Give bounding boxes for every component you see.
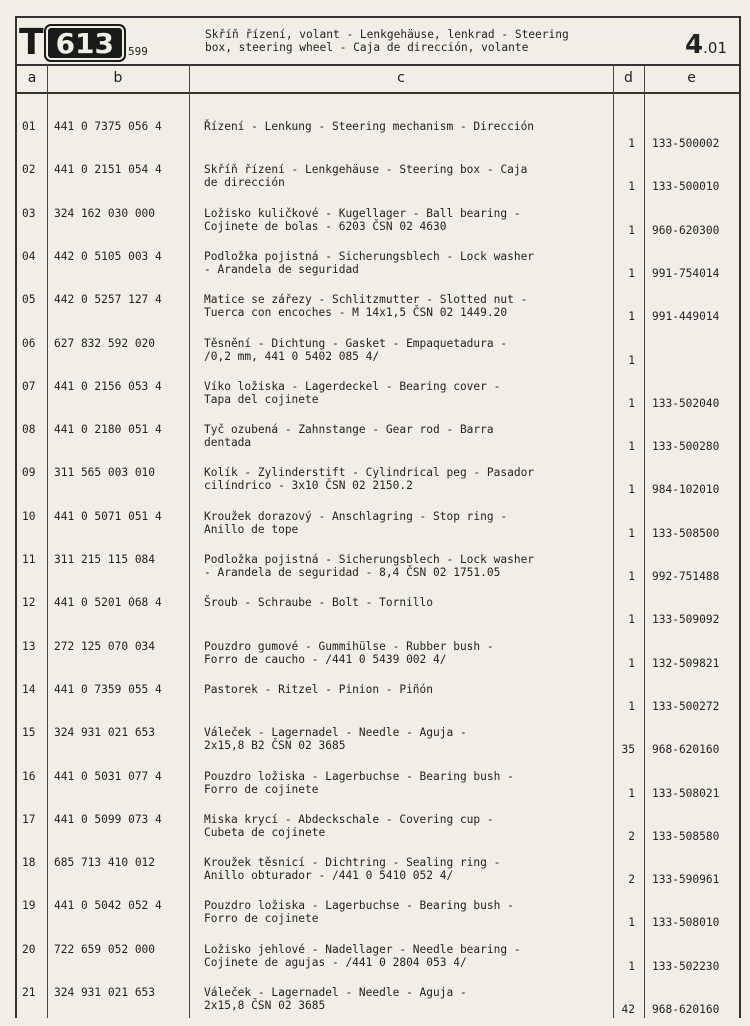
part-number: 441 0 5099 073 4 <box>54 813 162 826</box>
table-row <box>0 293 750 333</box>
quantity: 1 <box>628 440 635 453</box>
description-line-1: Váleček - Lagernadel - Needle - Aguja - <box>204 986 467 999</box>
catalog-code: 968-620160 <box>652 743 720 756</box>
part-description <box>204 596 433 609</box>
table-row <box>0 510 750 550</box>
catalog-code: 133-590961 <box>652 873 720 886</box>
part-number: 441 0 5042 052 4 <box>54 899 162 912</box>
catalog-code: 133-508580 <box>652 830 720 843</box>
description-line-1: Těsnění - Dichtung - Gasket - Empaquetadura - <box>204 337 508 350</box>
part-number: 441 0 5201 068 4 <box>54 596 162 609</box>
description-line-2: Forro de cojinete <box>204 783 319 796</box>
catalog-code: 133-502230 <box>652 960 720 973</box>
part-number: 311 215 115 084 <box>54 553 156 566</box>
page-number-minor: .01 <box>703 39 727 57</box>
part-number: 441 0 7375 056 4 <box>54 120 162 133</box>
description-line-2: Anillo de tope <box>204 523 299 536</box>
table-row <box>0 337 750 377</box>
table-row <box>0 207 750 247</box>
position-number: 02 <box>22 163 36 176</box>
description-line-2: Tapa del cojinete <box>204 393 319 406</box>
part-number: 442 0 5105 003 4 <box>54 250 162 263</box>
position-number: 14 <box>22 683 36 696</box>
description-line-1: Kroužek těsnicí - Dichtring - Sealing ring - <box>204 856 501 869</box>
part-description <box>204 293 527 319</box>
position-number: 15 <box>22 726 36 739</box>
description-line-2: Tuerca con encoches - M 14x1,5 ČSN 02 1449.20 <box>204 306 508 319</box>
quantity: 1 <box>628 310 635 323</box>
column-header-d: d <box>624 70 633 86</box>
description-line-1: Váleček - Lagernadel - Needle - Aguja - <box>204 726 467 739</box>
part-description <box>204 510 507 536</box>
description-line-1: Kolík - Zylinderstift - Cylindrical peg - Pasador <box>204 466 535 479</box>
catalog-code: 133-509092 <box>652 613 720 626</box>
title-line-1: Skříň řízení, volant - Lenkgehäuse, lenkrad - Steering <box>205 28 569 41</box>
description-line-2: cilíndrico - 3x10 ČSN 02 2150.2 <box>204 479 413 492</box>
table-row <box>0 813 750 853</box>
part-number: 441 0 5071 051 4 <box>54 510 162 523</box>
position-number: 09 <box>22 466 36 479</box>
description-line-2: Forro de cojinete <box>204 912 319 925</box>
position-number: 12 <box>22 596 36 609</box>
position-number: 10 <box>22 510 36 523</box>
position-number: 16 <box>22 770 36 783</box>
page-header <box>17 18 739 64</box>
description-line-1: Miska krycí - Abdeckschale - Covering cup - <box>204 813 494 826</box>
logo-model: 613 <box>48 28 122 58</box>
table-row <box>0 683 750 723</box>
page-number-major: 4 <box>685 30 704 60</box>
quantity: 1 <box>628 787 635 800</box>
description-line-2: 2x15,8 ČSN 02 3685 <box>204 999 326 1012</box>
position-number: 08 <box>22 423 36 436</box>
position-number: 05 <box>22 293 36 306</box>
description-line-2: de dirección <box>204 176 285 189</box>
catalog-code: 133-500280 <box>652 440 720 453</box>
quantity: 1 <box>628 527 635 540</box>
column-header-a: a <box>27 70 37 86</box>
quantity: 42 <box>621 1003 635 1016</box>
part-description <box>204 466 534 492</box>
table-row <box>0 726 750 766</box>
catalog-code: 132-509821 <box>652 657 720 670</box>
table-row <box>0 943 750 983</box>
description-line-2: dentada <box>204 436 252 449</box>
part-number: 272 125 070 034 <box>54 640 156 653</box>
part-description <box>204 813 494 839</box>
description-line-2: Forro de caucho - /441 0 5439 002 4/ <box>204 653 447 666</box>
description-line-2: - Arandela de seguridad - 8,4 ČSN 02 1751.05 <box>204 566 501 579</box>
quantity: 1 <box>628 137 635 150</box>
description-line-1: Ložisko jehlové - Nadellager - Needle bearing - <box>204 943 521 956</box>
description-line-2: Cojinete de bolas - 6203 ČSN 02 4630 <box>204 220 447 233</box>
position-number: 07 <box>22 380 36 393</box>
part-description <box>204 856 500 882</box>
quantity: 1 <box>628 483 635 496</box>
quantity: 1 <box>628 960 635 973</box>
part-number: 324 931 021 653 <box>54 726 156 739</box>
catalog-code: 992-751488 <box>652 570 720 583</box>
description-line-1: Pastorek - Ritzel - Pinion - Piñón <box>204 683 434 696</box>
logo-letter: T <box>19 22 42 63</box>
description-line-2: Anillo obturador - /441 0 5410 052 4/ <box>204 869 454 882</box>
position-number: 03 <box>22 207 36 220</box>
title-line-2: box, steering wheel - Caja de dirección, volante <box>205 41 529 54</box>
quantity: 1 <box>628 916 635 929</box>
table-row <box>0 770 750 810</box>
description-line-1: Kroužek dorazový - Anschlagring - Stop ring - <box>204 510 508 523</box>
table-row <box>0 899 750 939</box>
column-header-e: e <box>687 70 696 86</box>
table-row <box>0 120 750 160</box>
page-number <box>685 30 727 60</box>
table-row <box>0 250 750 290</box>
part-description <box>204 640 494 666</box>
quantity: 2 <box>628 830 635 843</box>
position-number: 01 <box>22 120 36 133</box>
part-description <box>204 770 514 796</box>
part-number: 441 0 2156 053 4 <box>54 380 162 393</box>
catalog-code: 133-508500 <box>652 527 720 540</box>
description-line-1: Skříň řízení - Lenkgehäuse - Steering box - Caja <box>204 163 528 176</box>
description-line-1: Víko ložiska - Lagerdeckel - Bearing cover - <box>204 380 501 393</box>
part-number: 441 0 5031 077 4 <box>54 770 162 783</box>
part-number: 441 0 2180 051 4 <box>54 423 162 436</box>
position-number: 04 <box>22 250 36 263</box>
description-line-1: Pouzdro gumové - Gummihülse - Rubber bush - <box>204 640 494 653</box>
table-row <box>0 596 750 636</box>
catalog-code: 968-620160 <box>652 1003 720 1016</box>
position-number: 17 <box>22 813 36 826</box>
part-number: 722 659 052 000 <box>54 943 156 956</box>
position-number: 06 <box>22 337 36 350</box>
description-line-2: - Arandela de seguridad <box>204 263 359 276</box>
part-description <box>204 553 534 579</box>
column-header-divider <box>15 92 741 94</box>
quantity: 2 <box>628 873 635 886</box>
part-number: 685 713 410 012 <box>54 856 156 869</box>
quantity: 35 <box>621 743 635 756</box>
catalog-code: 133-502040 <box>652 397 720 410</box>
catalog-code: 991-449014 <box>652 310 720 323</box>
part-description <box>204 120 534 133</box>
part-description <box>204 337 507 363</box>
description-line-1: Matice se zářezy - Schlitzmutter - Slotted nut - <box>204 293 528 306</box>
description-line-1: Pouzdro ložiska - Lagerbuchse - Bearing bush - <box>204 770 514 783</box>
quantity: 1 <box>628 657 635 670</box>
part-description <box>204 380 500 406</box>
part-number: 442 0 5257 127 4 <box>54 293 162 306</box>
table-row <box>0 423 750 463</box>
description-line-1: Pouzdro ložiska - Lagerbuchse - Bearing bush - <box>204 899 514 912</box>
logo-suffix: 599 <box>128 45 148 58</box>
position-number: 13 <box>22 640 36 653</box>
catalog-code: 133-500272 <box>652 700 720 713</box>
table-row <box>0 553 750 593</box>
part-description <box>204 250 534 276</box>
catalog-code: 133-508021 <box>652 787 720 800</box>
description-line-1: Podložka pojistná - Sicherungsblech - Lock washer <box>204 250 535 263</box>
part-description <box>204 899 514 925</box>
catalog-code: 984-102010 <box>652 483 720 496</box>
description-line-2: /0,2 mm, 441 0 5402 085 4/ <box>204 350 380 363</box>
column-header-c: c <box>397 70 405 86</box>
quantity: 1 <box>628 180 635 193</box>
description-line-2: Cubeta de cojinete <box>204 826 326 839</box>
quantity: 1 <box>628 700 635 713</box>
catalog-code: 133-500002 <box>652 137 720 150</box>
description-line-1: Tyč ozubená - Zahnstange - Gear rod - Barra <box>204 423 494 436</box>
part-number: 324 931 021 653 <box>54 986 156 999</box>
catalog-code: 991-754014 <box>652 267 720 280</box>
position-number: 18 <box>22 856 36 869</box>
description-line-1: Ložisko kuličkové - Kugellager - Ball bearing - <box>204 207 521 220</box>
part-description <box>204 986 467 1012</box>
table-row <box>0 163 750 203</box>
part-description <box>204 163 527 189</box>
part-description <box>204 683 433 696</box>
part-description <box>204 726 467 752</box>
description-line-1: Řízení - Lenkung - Steering mechanism - Dirección <box>204 120 535 133</box>
table-row <box>0 640 750 680</box>
description-line-2: 2x15,8 B2 ČSN 02 3685 <box>204 739 346 752</box>
part-number: 441 0 2151 054 4 <box>54 163 162 176</box>
part-number: 441 0 7359 055 4 <box>54 683 162 696</box>
part-description <box>204 943 521 969</box>
part-description <box>204 207 521 233</box>
quantity: 1 <box>628 267 635 280</box>
column-header-b: b <box>113 70 123 86</box>
catalog-code: 133-508010 <box>652 916 720 929</box>
tatra-logo <box>19 24 148 62</box>
quantity: 1 <box>628 613 635 626</box>
quantity: 1 <box>628 397 635 410</box>
table-row <box>0 986 750 1026</box>
quantity: 1 <box>628 570 635 583</box>
position-number: 20 <box>22 943 36 956</box>
position-number: 11 <box>22 553 36 566</box>
position-number: 21 <box>22 986 36 999</box>
catalog-code: 960-620300 <box>652 224 720 237</box>
quantity: 1 <box>628 354 635 367</box>
table-row <box>0 856 750 896</box>
description-line-1: Šroub - Schraube - Bolt - Tornillo <box>204 596 434 609</box>
part-number: 627 832 592 020 <box>54 337 156 350</box>
position-number: 19 <box>22 899 36 912</box>
quantity: 1 <box>628 224 635 237</box>
part-number: 324 162 030 000 <box>54 207 156 220</box>
description-line-2: Cojinete de agujas - /441 0 2804 053 4/ <box>204 956 467 969</box>
header-divider <box>15 64 741 66</box>
description-line-1: Podložka pojistná - Sicherungsblech - Lock washer <box>204 553 535 566</box>
part-number: 311 565 003 010 <box>54 466 156 479</box>
catalog-code: 133-500010 <box>652 180 720 193</box>
table-row <box>0 466 750 506</box>
page-title <box>205 28 569 54</box>
part-description <box>204 423 494 449</box>
table-row <box>0 380 750 420</box>
